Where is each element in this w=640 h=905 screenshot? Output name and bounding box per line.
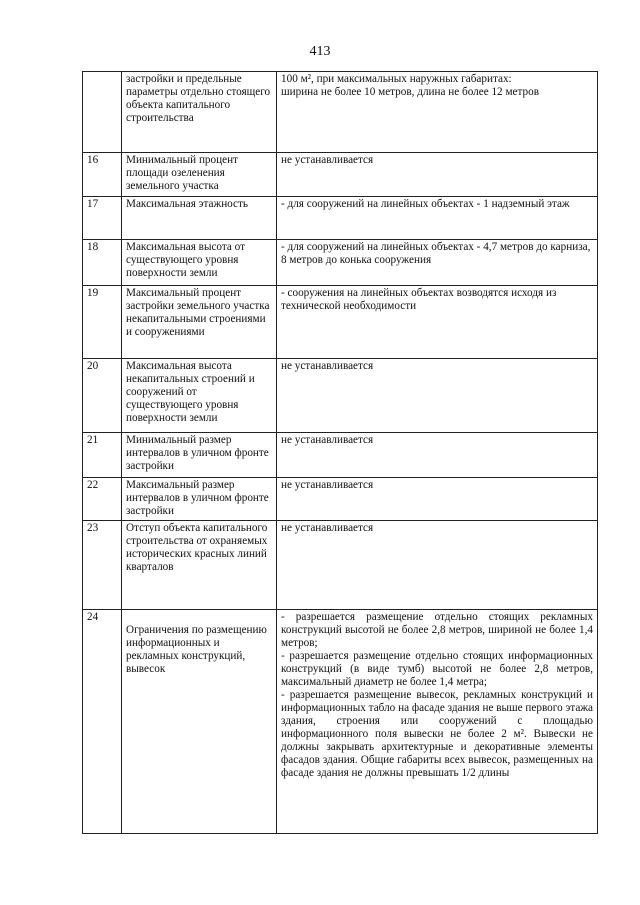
- parameter-value: [277, 153, 598, 197]
- value-line: не устанавливается: [281, 360, 374, 372]
- row-number: 16: [83, 153, 122, 197]
- value-line: - для сооружений на линейных объектах - 1 надземный этаж: [281, 198, 570, 210]
- table-row: [83, 72, 598, 153]
- parameter-value: [277, 197, 598, 240]
- table-row: [83, 521, 598, 610]
- row-number: 19: [83, 286, 122, 359]
- regulations-table: [82, 71, 598, 834]
- value-line: - разрешается размещение вывесок, рекламных конструкций и информационных табло на фасаде здания не выше первого этажа здания, строения или сооружений с площадью информационного поля вывески не более 2 м². Вывески не должны закрывать архитектурные и декоративные элементы фасадов здания. Общие габариты всех вывесок, размещенных на фасаде здания не должны превышать 1/2 длины: [281, 689, 593, 779]
- row-number: 17: [83, 197, 122, 240]
- parameter-value: [277, 478, 598, 521]
- value-line: - сооружения на линейных объектах возводятся исходя из технической необходимости: [281, 287, 557, 312]
- value-line: не устанавливается: [281, 479, 374, 491]
- parameter-value: [277, 610, 598, 834]
- table-row: [83, 478, 598, 521]
- parameter-name: Минимальный размер интервалов в уличном фронте застройки: [122, 433, 277, 478]
- value-line: не устанавливается: [281, 434, 374, 446]
- value-line: ширина не более 10 метров, длина не более 12 метров: [281, 86, 539, 98]
- value-line: - разрешается размещение отдельно стоящих рекламных конструкций высотой не более 2,8 метров, шириной не более 1,4 метров;: [281, 611, 593, 649]
- parameter-value: [277, 433, 598, 478]
- value-line: 100 м², при максимальных наружных габаритах:: [281, 73, 512, 85]
- parameter-name: Ограничения по размещению информационных и рекламных конструкций, вывесок: [122, 610, 277, 834]
- parameter-name: Максимальная высота некапитальных строений и сооружений от существующего уровня поверхности земли: [122, 359, 277, 433]
- parameter-name: застройки и предельные параметры отдельно стоящего объекта капитального строительства: [122, 72, 277, 153]
- row-number: [83, 72, 122, 153]
- row-number: 23: [83, 521, 122, 610]
- table-row: [83, 240, 598, 286]
- parameter-value: [277, 521, 598, 610]
- row-number: 20: [83, 359, 122, 433]
- parameter-value: [277, 240, 598, 286]
- parameter-name: Максимальный размер интервалов в уличном фронте застройки: [122, 478, 277, 521]
- parameter-name: Максимальный процент застройки земельного участка некапитальными строениями и сооружениями: [122, 286, 277, 359]
- table-row: [83, 359, 598, 433]
- parameter-name: Максимальная высота от существующего уровня поверхности земли: [122, 240, 277, 286]
- parameter-value: [277, 286, 598, 359]
- table-row: [83, 197, 598, 240]
- row-number: 22: [83, 478, 122, 521]
- row-number: 21: [83, 433, 122, 478]
- table-row: [83, 286, 598, 359]
- parameter-value: [277, 359, 598, 433]
- page-number: 413: [309, 44, 331, 59]
- value-line: не устанавливается: [281, 522, 374, 534]
- parameter-name: Отступ объекта капитального строительства от охраняемых исторических красных линий кварталов: [122, 521, 277, 610]
- parameter-name: Максимальная этажность: [122, 197, 277, 240]
- value-line: не устанавливается: [281, 154, 374, 166]
- value-line: - для сооружений на линейных объектах - 4,7 метров до карниза, 8 метров до конька сооружения: [281, 241, 591, 266]
- table-row: [83, 433, 598, 478]
- parameter-name: Минимальный процент площади озеленения земельного участка: [122, 153, 277, 197]
- value-line: - разрешается размещение отдельно стоящих информационных конструкций (в виде тумб) высотой не более 2,8 метров, максимальный диаметр не более 1,4 метра;: [281, 650, 593, 688]
- parameter-value: [277, 72, 598, 153]
- row-number: 18: [83, 240, 122, 286]
- table-row: [83, 610, 598, 834]
- table-row: [83, 153, 598, 197]
- row-number: 24: [83, 610, 122, 834]
